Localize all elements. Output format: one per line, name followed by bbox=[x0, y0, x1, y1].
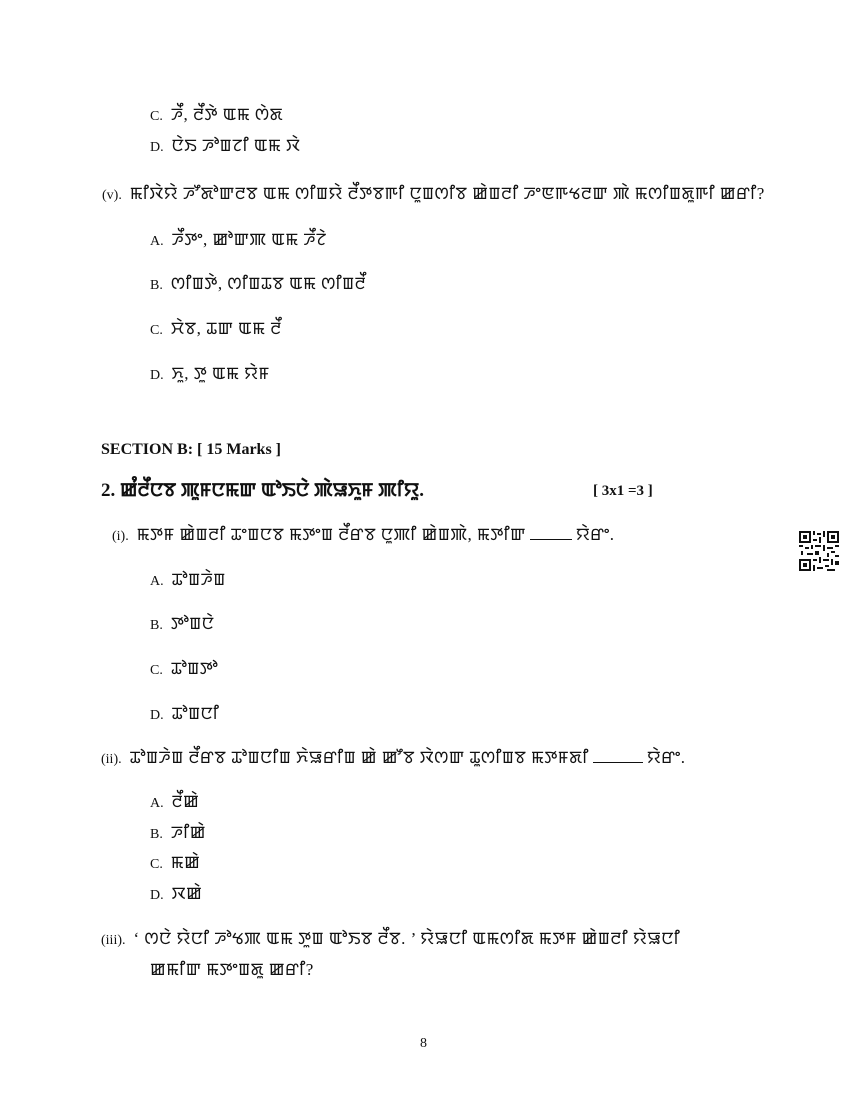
sub-question-iii bbox=[101, 929, 680, 951]
option-c bbox=[150, 659, 218, 681]
question-label: (ii). bbox=[101, 752, 122, 767]
question-2 bbox=[101, 481, 424, 501]
section-heading: SECTION B: [ 15 Marks ] bbox=[101, 441, 282, 458]
option-text: ꯍꯩꯇꯦ, ꯀꯣꯛꯄ ꯑꯃ ꯍꯩꯖꯥ bbox=[171, 230, 327, 249]
marks-label: [ 3x1 =3 ] bbox=[593, 483, 653, 499]
answer-blank bbox=[530, 525, 572, 540]
question-text-end: ꯌꯥꯔꯦ. bbox=[646, 748, 686, 767]
option-text: ꯇꯣꯡꯅꯥ bbox=[170, 614, 215, 633]
option-text: ꯊꯣꯡꯍꯥꯡ bbox=[171, 570, 226, 589]
question-text: ꯀꯪꯂꯩꯅꯕ ꯄꯨꯝꯅꯃꯛ ꯑꯣꯏꯅꯥ ꯄꯥꯎꯈꯨꯝ ꯄꯤꯌꯨ. bbox=[120, 480, 425, 501]
question-text: ‘ ꯁꯅꯥ ꯌꯥꯅꯤ ꯍꯣꯠꯄ ꯑꯃ ꯇꯨꯡ ꯑꯣꯏꯕ ꯂꯩꯕ. ’ ꯌꯥꯎꯅꯤ ꯑꯃꯁꯤꯗ ꯃꯇꯝ ꯀꯥꯡꯂꯤ ꯌꯥꯎꯅꯤ bbox=[133, 929, 681, 948]
option-label: C. bbox=[150, 109, 163, 124]
option-text: ꯋꯀꯥ bbox=[171, 884, 203, 903]
option-label: D. bbox=[150, 888, 164, 903]
option-d-prev bbox=[150, 136, 300, 158]
option-text: ꯅꯥꯏ ꯍꯣꯡꯖꯤ ꯑꯃ ꯋꯥ bbox=[171, 136, 301, 155]
option-text: ꯁꯤꯡꯇꯥ, ꯁꯤꯡꯊꯕ ꯑꯃ ꯁꯤꯡꯂꯩ bbox=[170, 274, 367, 293]
option-text: ꯍꯩ, ꯂꯩꯇꯥ ꯑꯃ ꯁꯥꯗ bbox=[170, 105, 284, 124]
option-c bbox=[150, 853, 200, 875]
question-text-end: ꯌꯥꯔꯦ. bbox=[575, 525, 615, 544]
question-text: ꯀꯃꯤꯛ ꯃꯇꯦꯡꯗꯨ ꯀꯔꯤ? bbox=[150, 960, 314, 979]
option-b bbox=[150, 274, 366, 296]
option-a bbox=[150, 230, 327, 252]
option-text: ꯃꯀꯥ bbox=[170, 853, 201, 872]
qr-code-icon bbox=[799, 531, 839, 571]
option-c-prev bbox=[150, 105, 283, 127]
question-text: ꯃꯤꯋꯥꯌꯥ ꯍꯧꯗꯣꯛꯂꯕ ꯑꯃ ꯁꯤꯡꯌꯥ ꯂꯩꯇꯕꯒꯤ ꯅꯨꯡꯁꯤꯕ ꯀꯥꯡꯂꯤ ꯍꯦꯟꯒꯠꯂꯛ ꯄꯥ ꯃꯁꯤꯡꯗꯨꯒꯤ ꯀꯔꯤ? bbox=[129, 184, 765, 203]
option-label: C. bbox=[150, 663, 163, 678]
answer-blank bbox=[593, 748, 643, 763]
question-text: ꯃꯇꯝ ꯀꯥꯡꯂꯤ ꯊꯦꯡꯅꯕ ꯃꯇꯦꯡ ꯂꯩꯔꯕ ꯅꯨꯄꯤ ꯀꯥꯡꯄꯥ, ꯃꯇꯤꯛ bbox=[136, 525, 526, 544]
option-text: ꯍꯤꯀꯥ bbox=[170, 823, 206, 842]
option-d bbox=[150, 364, 270, 386]
option-label: C. bbox=[150, 857, 163, 872]
question-label: (i). bbox=[112, 529, 129, 544]
sub-question-i bbox=[112, 525, 615, 547]
option-label: D. bbox=[150, 140, 164, 155]
option-a bbox=[150, 792, 199, 814]
question-number: 2. bbox=[101, 480, 116, 501]
option-label: C. bbox=[150, 323, 163, 338]
option-text: ꯂꯩꯀꯥ bbox=[171, 792, 200, 811]
option-label: D. bbox=[150, 368, 164, 383]
option-label: B. bbox=[150, 618, 163, 633]
option-c bbox=[150, 319, 282, 341]
option-label: A. bbox=[150, 574, 164, 589]
option-label: A. bbox=[150, 796, 164, 811]
option-d bbox=[150, 704, 219, 726]
question-label: (iii). bbox=[101, 933, 126, 948]
question-text: ꯊꯣꯡꯍꯥꯡ ꯂꯩꯔꯕ ꯊꯣꯡꯅꯤꯡ ꯈꯥꯎꯔꯤꯡ ꯀꯥ ꯀꯧꯕ ꯋꯥꯁꯛ ꯊꯨꯁꯤꯡꯕ ꯃꯇꯝꯗꯤ bbox=[129, 748, 589, 767]
page-number: 8 bbox=[420, 1036, 427, 1051]
option-text: ꯆꯥꯕ, ꯊꯛ ꯑꯃ ꯂꯩ bbox=[170, 319, 282, 338]
option-b bbox=[150, 614, 214, 636]
option-b bbox=[150, 823, 206, 845]
sub-question-ii bbox=[101, 748, 686, 770]
sub-question-iii-cont bbox=[150, 960, 314, 981]
option-text: ꯊꯣꯡꯇꯣ bbox=[170, 659, 219, 678]
option-text: ꯈꯨ, ꯇꯨ ꯑꯃ ꯌꯥꯝ bbox=[171, 364, 270, 383]
option-label: A. bbox=[150, 234, 164, 249]
option-d bbox=[150, 884, 202, 906]
option-label: B. bbox=[150, 827, 163, 842]
option-label: D. bbox=[150, 708, 164, 723]
question-v bbox=[102, 184, 765, 206]
question-label: (v). bbox=[102, 188, 122, 203]
option-text: ꯊꯣꯡꯅꯤ bbox=[171, 704, 220, 723]
option-a bbox=[150, 570, 226, 592]
option-label: B. bbox=[150, 278, 163, 293]
